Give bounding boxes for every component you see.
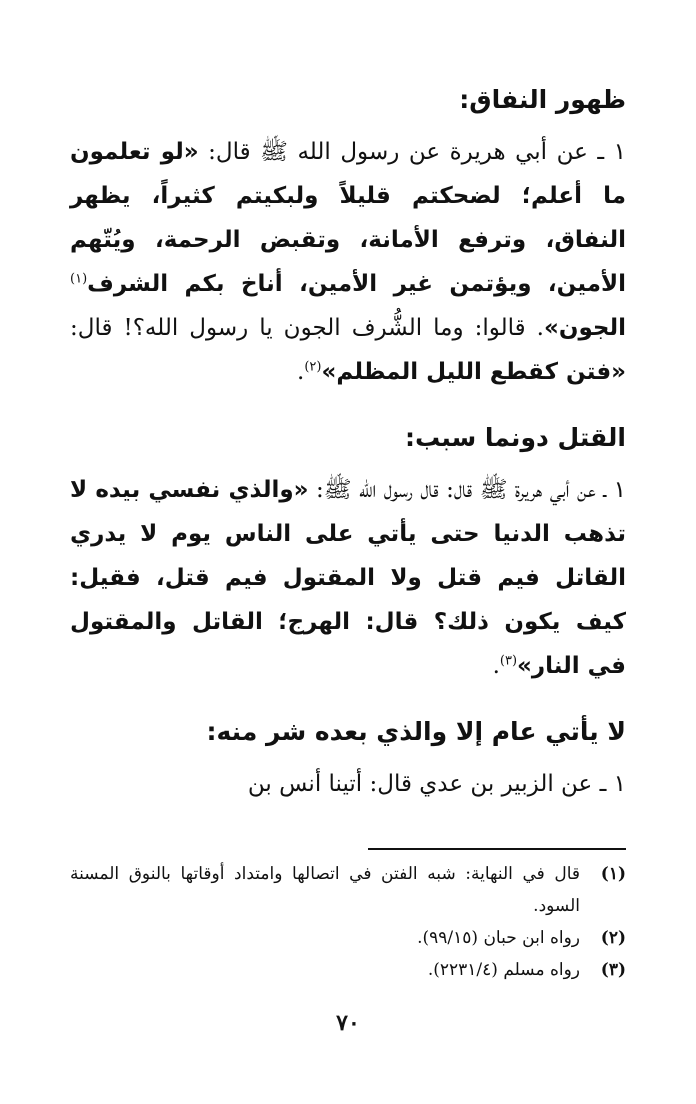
section-heading-years: لا يأتي عام إلا والذي بعده شر منه:: [206, 717, 626, 746]
section-heading-killing: القتل دونما سبب:: [404, 423, 626, 452]
period: .: [492, 653, 500, 679]
page-body: [70, 78, 626, 806]
footnote-item: [70, 858, 626, 922]
hadith-paragraph-hypocrisy: [70, 130, 626, 394]
footnote-ref: (١): [70, 271, 88, 287]
footnote-number: (٢): [600, 928, 626, 948]
hadith-text-end: الجون»: [543, 315, 626, 341]
hadith-plain: . قالوا: وما الشُّرف الجون يا رسول الله؟! قال:: [70, 315, 544, 341]
hadith-intro: ١ ـ عن أبي هريرة ﷺ قال: قال رسول الله ﷺ:: [308, 477, 626, 503]
footnotes: [70, 858, 626, 986]
footnote-number: (٣): [600, 960, 626, 980]
footnote-number: (١): [600, 864, 626, 884]
footnote-text: رواه مسلم (٢٢٣١/٤).: [427, 960, 580, 980]
hadith-intro: ١ ـ عن أبي هريرة عن رسول الله ﷺ قال:: [198, 139, 626, 165]
hadith-text: «لو تعلمون ما أعلم؛ لضحكتم قليلاً ولبكيتم كثيراً، يظهر النفاق، وترفع الأمانة، وتقبض الرحمة، ويُتّهم الأمين، ويؤتمن غير الأمين، أناخ بكم الشرف: [70, 139, 626, 297]
footnote-text: قال في النهاية: شبه الفتن في اتصالها وامتداد أوقاتها بالنوق المسنة السود.: [70, 864, 580, 916]
footnote-item: [70, 954, 626, 986]
footnote-separator: [368, 848, 626, 850]
section-heading-hypocrisy: ظهور النفاق:: [459, 85, 626, 114]
page-number: ٧٠: [336, 1010, 360, 1036]
hadith-answer: «فتن كقطع الليل المظلم»: [321, 359, 626, 385]
footnote-text: رواه ابن حبان (٩٩/١٥).: [417, 928, 580, 948]
hadith-intro: ١ ـ عن الزبير بن عدي قال: أتينا أنس بن: [247, 771, 626, 797]
hadith-text: «والذي نفسي بيده لا تذهب الدنيا حتى يأتي على الناس يوم لا يدري القاتل فيم قتل ولا المقتول فيم قتل، فقيل: كيف يكون ذلك؟ قال: الهرج؛ القاتل والمقتول في النار»: [70, 477, 626, 679]
period: .: [297, 359, 305, 385]
footnote-item: [70, 922, 626, 954]
hadith-paragraph-killing: [70, 468, 626, 688]
hadith-paragraph-years: [70, 762, 626, 806]
footnote-ref: (٣): [499, 653, 518, 669]
footnote-ref: (٢): [304, 359, 322, 375]
